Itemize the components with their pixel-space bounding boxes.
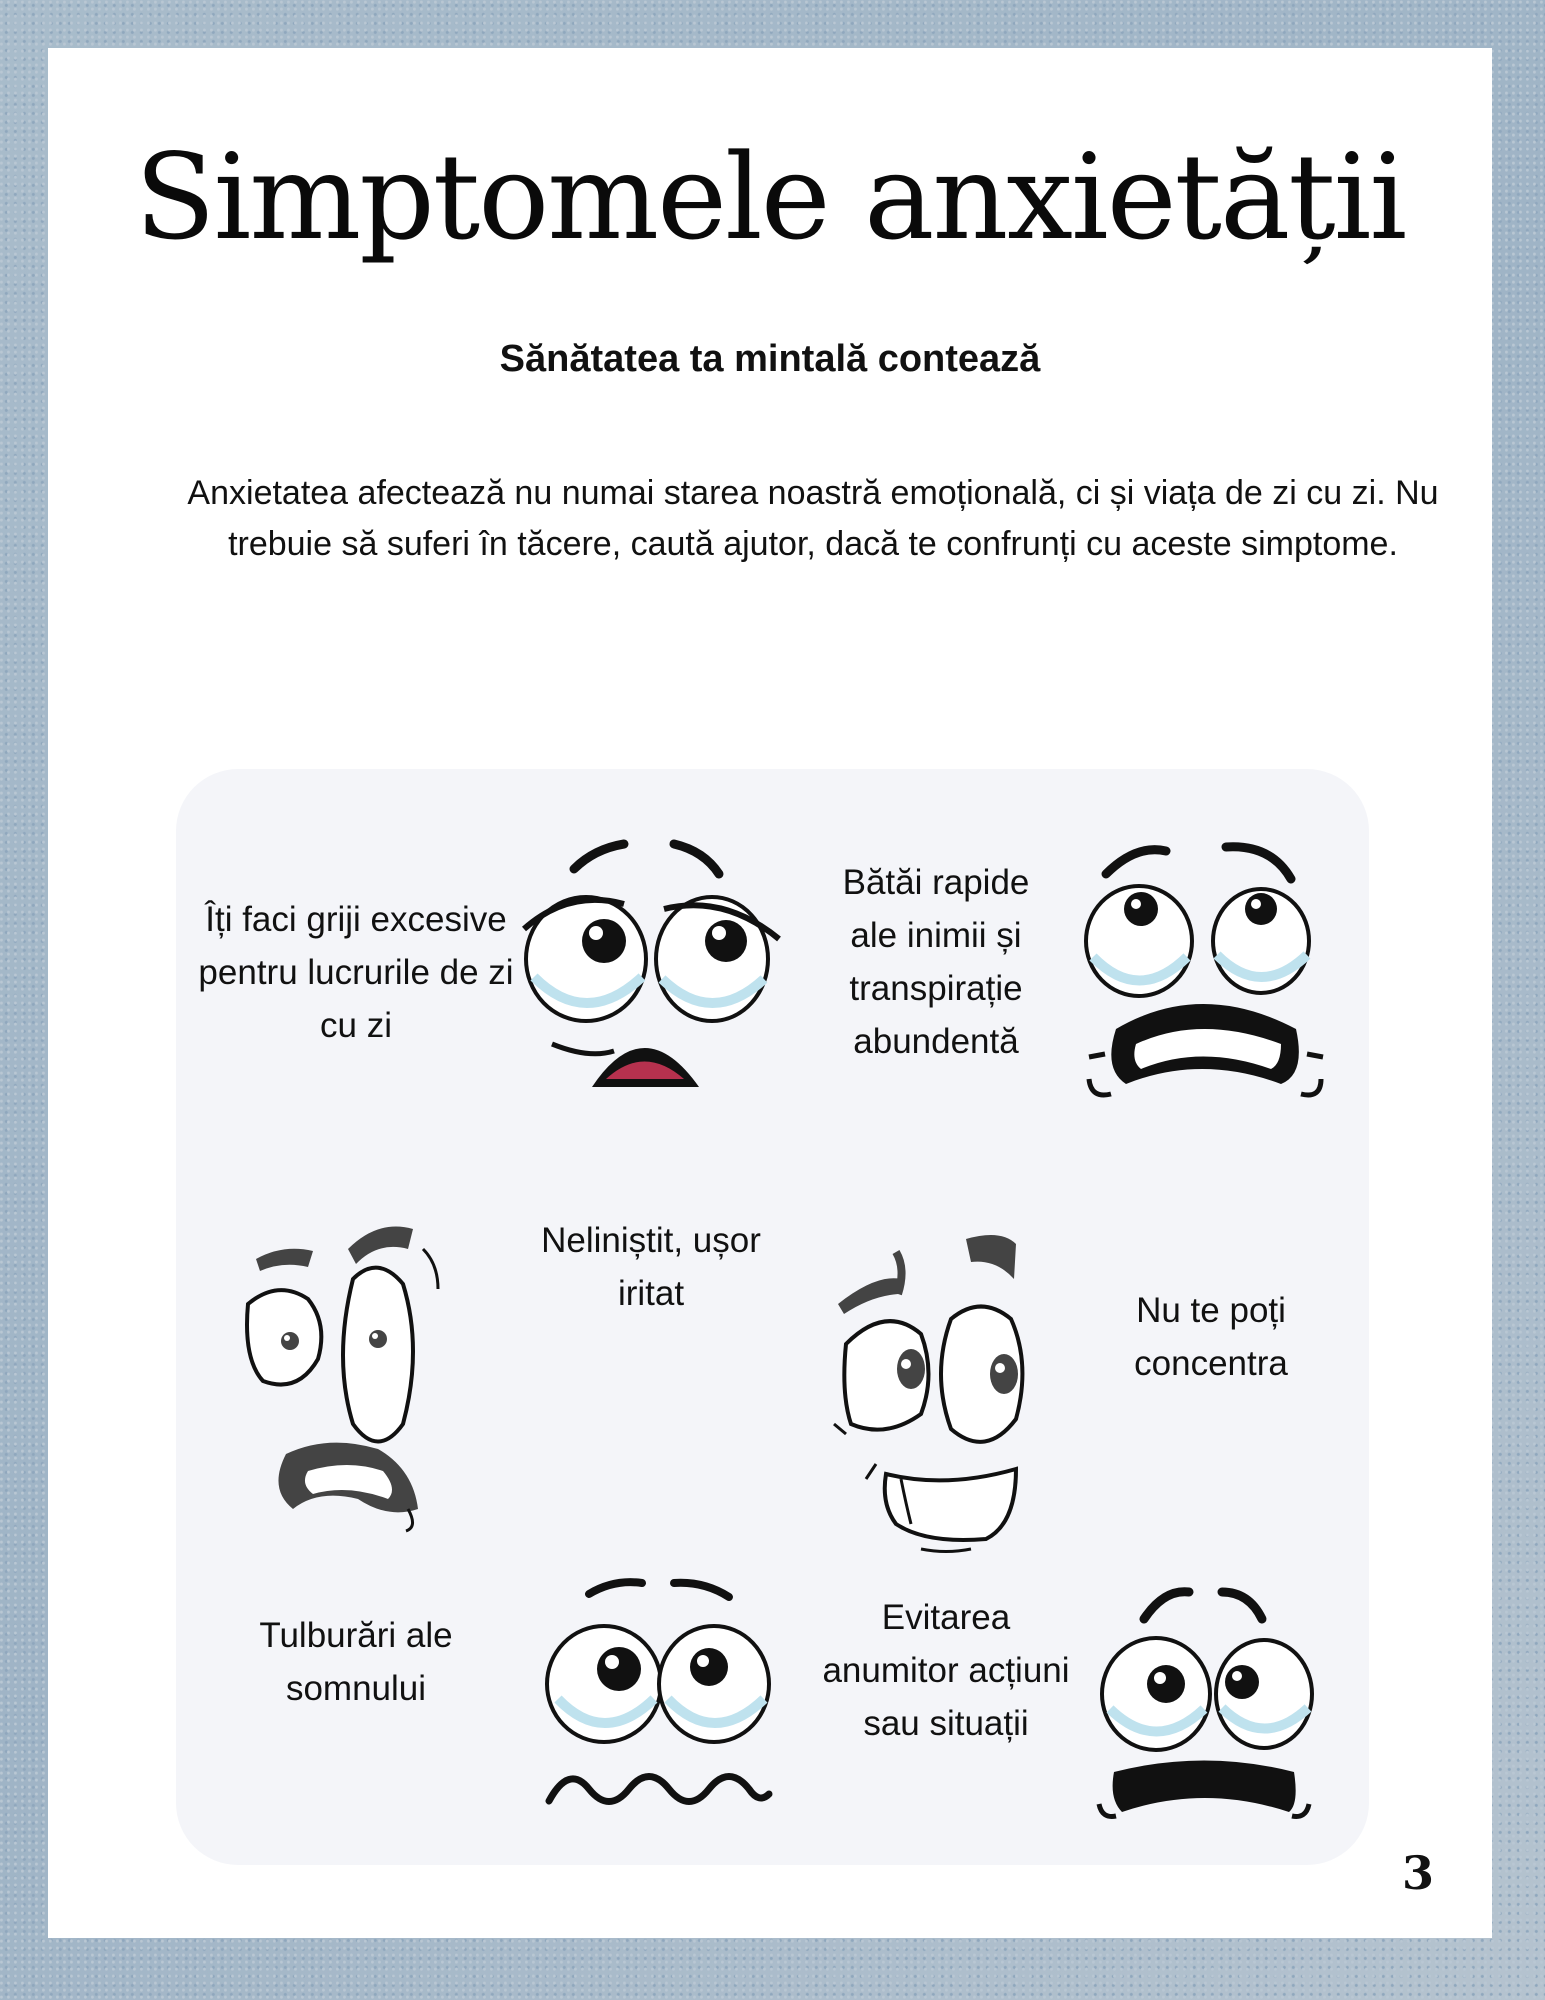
anxious-face-icon	[1094, 1574, 1319, 1824]
scared-face-icon	[1081, 829, 1331, 1104]
confused-face-icon	[826, 1224, 1066, 1559]
document-page	[48, 48, 1492, 1938]
wavy-mouth-face-icon	[544, 1569, 774, 1814]
symptom-label-avoidance: Evitarea anumitor acțiuni sau situații	[822, 1598, 1070, 1743]
worried-face-icon	[514, 829, 789, 1099]
page-subtitle: Sănătatea ta mintală contează	[499, 338, 1041, 380]
intro-paragraph: Anxietatea afectează nu numai starea noastră emoțională, ci și viața de zi cu zi. Nu trebuie să suferi în tăcere, caută ajutor, dacă te confrunți cu aceste simptome.	[187, 474, 1439, 563]
symptom-label-concentrate: Nu te poți concentra	[1134, 1291, 1288, 1383]
symptoms-panel	[176, 769, 1369, 1865]
symptom-label-worry: Îți faci griji excesive pentru lucrurile de zi cu zi	[198, 900, 514, 1045]
page-title: Simptomele anxietății	[134, 128, 1406, 266]
symptom-label-restless: Neliniștit, ușor iritat	[541, 1221, 761, 1313]
page-number: 3	[1401, 1846, 1434, 1900]
symptom-label-sleep: Tulburări ale somnului	[259, 1616, 453, 1708]
nervous-face-icon	[238, 1209, 468, 1539]
symptom-label-heartbeat: Bătăi rapide ale inimii și transpirație abundentă	[842, 863, 1030, 1061]
